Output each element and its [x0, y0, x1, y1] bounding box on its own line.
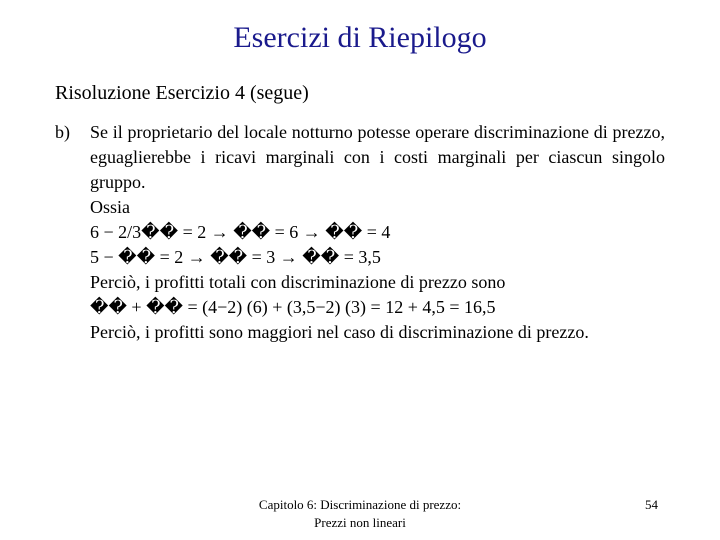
- equation-line-group-1: 6 − 2/3�� = 2 → �� = 6 → �� = 4: [90, 222, 391, 242]
- text-line-ossia: Ossia: [90, 197, 130, 217]
- slide-footer: Capitolo 6: Discriminazione di prezzo: Prezzi non lineari: [258, 497, 462, 530]
- equation-line-group-2: 5 − �� = 2 → �� = 3 → �� = 3,5: [90, 247, 381, 267]
- text-line-conclusion: Perciò, i profitti sono maggiori nel caso di discriminazione di prezzo.: [90, 322, 589, 342]
- intro-paragraph: Se il proprietario del locale notturno potesse operare discriminazione di prezzo, eguaglierebbe i ricavi marginali con i costi marginali per ciascun singolo gruppo.: [90, 122, 665, 192]
- text-line-profits-intro: Perciò, i profitti totali con discriminazione di prezzo sono: [90, 272, 506, 292]
- slide-title: Esercizi di Riepilogo: [233, 21, 487, 54]
- page-number: 54: [645, 497, 658, 512]
- equation-line-profits: �� + �� = (4−2) (6) + (3,5−2) (3) = 12 + 4,5 = 16,5: [90, 297, 496, 317]
- item-body: [90, 120, 665, 345]
- list-item-marker: b): [55, 122, 70, 142]
- slide-subtitle: Risoluzione Esercizio 4 (segue): [55, 82, 309, 104]
